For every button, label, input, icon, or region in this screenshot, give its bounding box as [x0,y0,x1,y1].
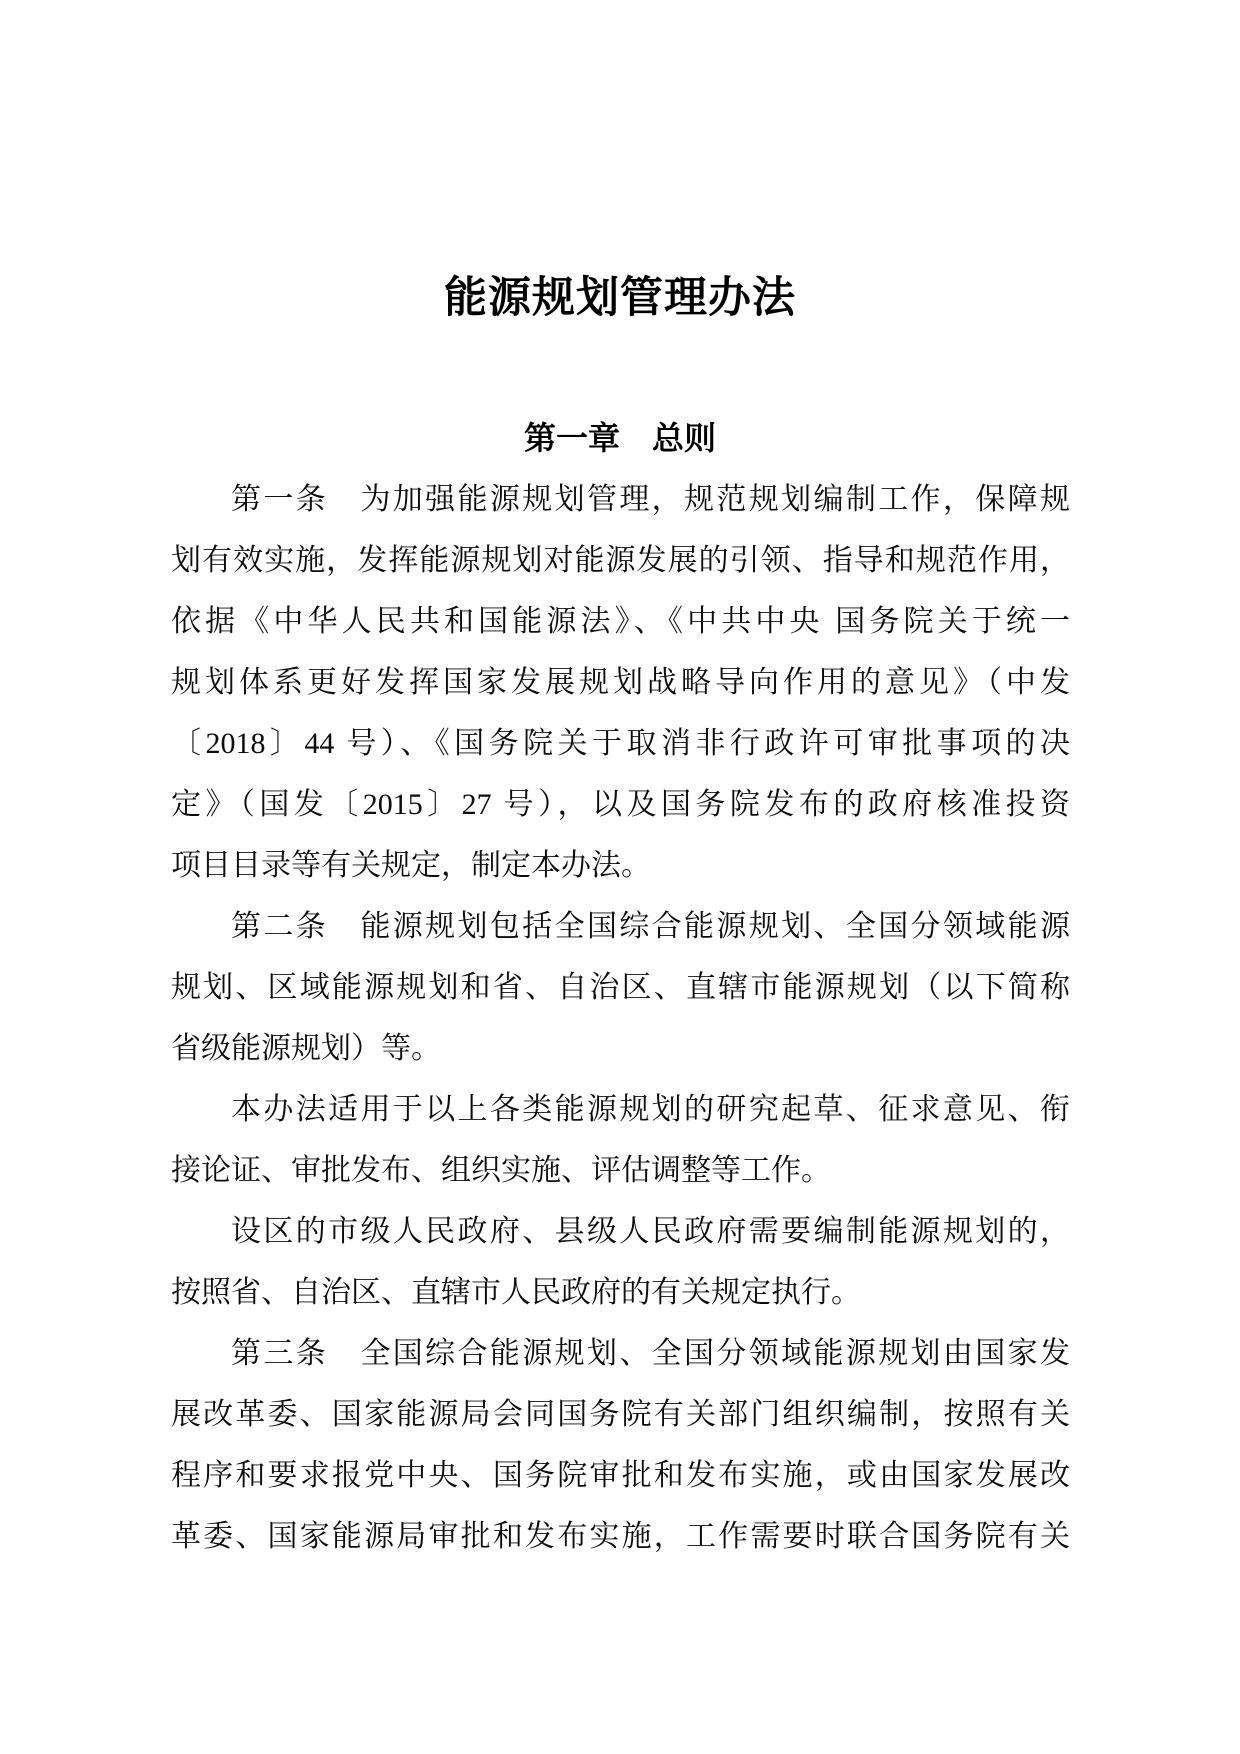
body-line: 依据《中华人民共和国能源法》、《中共中央 国务院关于统一 [171,605,1070,638]
body-line: 省级能源规划）等。 [171,1032,441,1065]
body-line: 规划体系更好发挥国家发展规划战略导向作用的意见》（中发 [171,666,1070,699]
body-line: 设区的市级人民政府、县级人民政府需要编制能源规划的， [231,1215,1070,1248]
body-line: 定》（国发〔2015〕27 号），以及国务院发布的政府核准投资 [171,788,1070,821]
body-line: 接论证、审批发布、组织实施、评估调整等工作。 [171,1154,831,1187]
body-line: 展改革委、国家能源局会同国务院有关部门组织编制，按照有关 [171,1398,1070,1431]
body-line: 第二条 能源规划包括全国综合能源规划、全国分领域能源 [231,910,1070,943]
document-title: 能源规划管理办法 [444,275,796,322]
body-line: 规划、区域能源规划和省、自治区、直辖市能源规划（以下简称 [171,971,1070,1004]
body-line: 第三条 全国综合能源规划、全国分领域能源规划由国家发 [231,1337,1070,1370]
body-line: 项目目录等有关规定，制定本办法。 [171,849,651,882]
chapter-heading: 第一章 总则 [523,420,716,456]
body-line: 程序和要求报党中央、国务院审批和发布实施，或由国家发展改 [171,1459,1070,1492]
body-line: 革委、国家能源局审批和发布实施，工作需要时联合国务院有关 [171,1520,1070,1553]
body-line: 划有效实施，发挥能源规划对能源发展的引领、指导和规范作用， [171,544,1070,577]
document-body [171,469,1070,1567]
body-line: 按照省、自治区、直辖市人民政府的有关规定执行。 [171,1276,861,1309]
body-line: 本办法适用于以上各类能源规划的研究起草、征求意见、衔 [231,1093,1070,1126]
body-line: 〔2018〕44 号）、《国务院关于取消非行政许可审批事项的决 [171,727,1070,760]
body-line: 第一条 为加强能源规划管理，规范规划编制工作，保障规 [231,483,1070,516]
